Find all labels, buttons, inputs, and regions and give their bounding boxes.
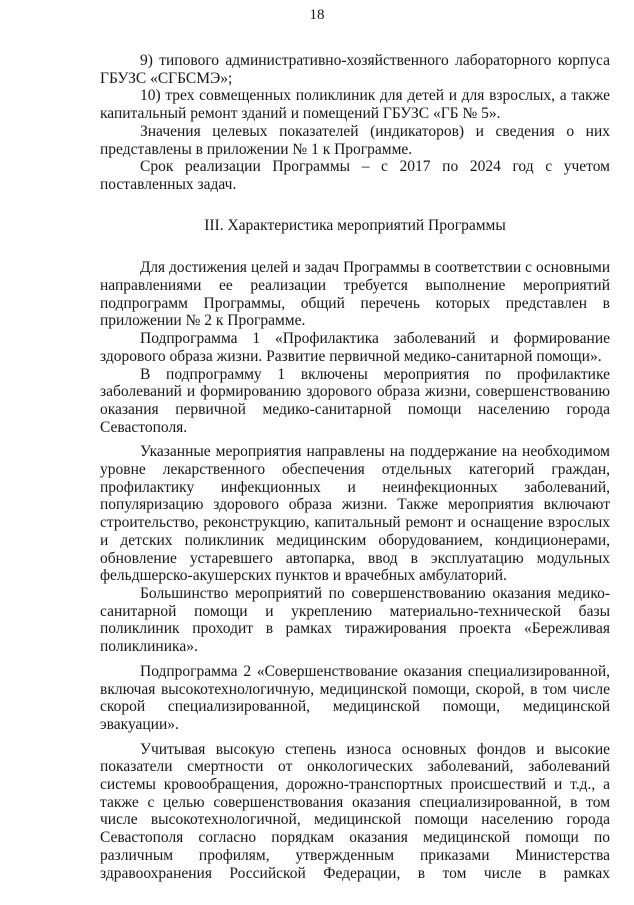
text-line: строительство, реконструкцию, капитальный ремонт и оснащение взрослых bbox=[100, 514, 610, 532]
text-line: Севастополя. bbox=[100, 418, 188, 436]
text-line: показатели смертности от онкологических заболеваний, заболеваний bbox=[100, 758, 610, 776]
paragraph-subprogram-1-content bbox=[100, 366, 610, 437]
section-heading: III. Характеристика мероприятий Программы bbox=[204, 216, 506, 234]
text-line: здравоохранения Российской Федерации, в том числе в рамках bbox=[100, 864, 610, 882]
text-line: Значения целевых показателей (индикаторов) и сведения о них bbox=[140, 122, 610, 140]
paragraph-lean-clinic bbox=[100, 585, 610, 656]
text-line: санитарной помощи и укреплению материально-технической базы bbox=[100, 602, 610, 620]
text-line: популяризацию здорового образа жизни. Также мероприятия включают bbox=[100, 496, 610, 514]
paragraph-item-9 bbox=[100, 52, 610, 87]
text-line: также с целью совершенствования оказания специализированной, в том bbox=[100, 793, 610, 811]
paragraph-subprogram-2 bbox=[100, 663, 610, 734]
text-line: Срок реализации Программы – с 2017 по 2024 год с учетом bbox=[140, 158, 610, 176]
text-line: профилактику инфекционных и неинфекционных заболеваний, bbox=[100, 478, 610, 496]
text-line: обновление устаревшего автопарка, ввод в эксплуатацию модульных bbox=[100, 549, 610, 567]
text-line: ГБУЗС «СГБСМЭ»; bbox=[100, 69, 233, 87]
paragraph-goals bbox=[100, 259, 610, 330]
text-line: эвакуации». bbox=[100, 715, 179, 733]
text-line: представлены в приложении № 1 к Программе. bbox=[100, 140, 413, 158]
text-line: поставленных задач. bbox=[100, 175, 237, 193]
text-line: Подпрограмма 2 «Совершенствование оказания специализированной, bbox=[140, 662, 610, 680]
text-line: Севастополя согласно порядкам оказания медицинской помощи по bbox=[100, 829, 610, 847]
text-line: различным профилям, утвержденным приказами Министерства bbox=[100, 846, 610, 864]
text-line: 9) типового административно-хозяйственного лабораторного корпуса bbox=[140, 52, 610, 69]
text-line: направлениями ее реализации требуется выполнение мероприятий bbox=[100, 277, 610, 295]
text-line: поликлиник проходит в рамках тиражирования проекта «Бережливая bbox=[100, 620, 610, 638]
paragraph-gap bbox=[100, 436, 610, 443]
text-line: капитальный ремонт зданий и помещений ГБУЗС «ГБ № 5». bbox=[100, 105, 501, 123]
text-line: подпрограмм Программы, общий перечень которых представлен в bbox=[100, 294, 610, 312]
paragraph-term bbox=[100, 158, 610, 193]
text-line: Учитывая высокую степень износа основных фондов и высокие bbox=[140, 740, 610, 758]
paragraph-gap bbox=[100, 734, 610, 741]
page-number: 18 bbox=[309, 7, 325, 23]
text-line: Большинство мероприятий по совершенствованию оказания медико- bbox=[140, 584, 610, 602]
text-line: включая высокотехнологичную, медицинской помощи, скорой, в том числе bbox=[100, 680, 610, 698]
text-line: фельдшерско-акушерских пунктов и врачебных амбулаторий. bbox=[100, 567, 507, 585]
text-line: оказания первичной медико-санитарной помощи населению города bbox=[100, 400, 610, 418]
text-line: системы кровообращения, дорожно-транспортных происшествий и т.д., а bbox=[100, 776, 610, 794]
text-line: приложении № 2 к Программе. bbox=[100, 312, 306, 330]
text-line: уровне лекарственного обеспечения отдельных категорий граждан, bbox=[100, 461, 610, 479]
paragraph-gap bbox=[100, 656, 610, 663]
text-line: Для достижения целей и задач Программы в соответствии с основными bbox=[140, 259, 610, 277]
text-line: здорового образа жизни. Развитие первичной медико-санитарной помощи». bbox=[100, 347, 602, 365]
text-line: и детских поликлиник медицинским оборудованием, кондиционерами, bbox=[100, 531, 610, 549]
paragraph-wear-and-mortality bbox=[100, 741, 610, 883]
paragraph-subprogram-1 bbox=[100, 330, 610, 365]
paragraph-item-10 bbox=[100, 87, 610, 122]
paragraph-indicators bbox=[100, 123, 610, 158]
text-line: 10) трех совмещенных поликлиник для детей и для взрослых, а также bbox=[140, 87, 610, 105]
paragraph-measures bbox=[100, 443, 610, 585]
text-line: заболеваний и формированию здорового образа жизни, совершенствованию bbox=[100, 383, 610, 401]
text-line: В подпрограмму 1 включены мероприятия по профилактике bbox=[140, 365, 610, 383]
document-body bbox=[100, 52, 610, 882]
text-line: Указанные мероприятия направлены на поддержание на необходимом bbox=[140, 443, 610, 461]
text-line: числе высокотехнологичной, медицинской помощи населению города bbox=[100, 811, 610, 829]
text-line: Подпрограмма 1 «Профилактика заболеваний и формирование bbox=[140, 330, 610, 348]
text-line: поликлиника». bbox=[100, 638, 198, 656]
text-line: скорой специализированной, медицинской помощи, медицинской bbox=[100, 698, 610, 716]
